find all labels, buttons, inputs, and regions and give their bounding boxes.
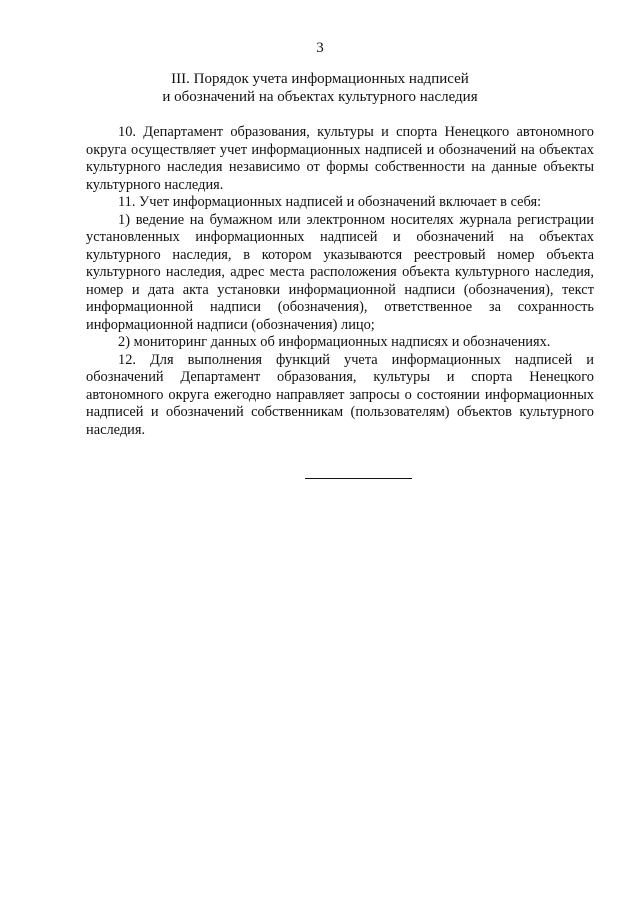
section-title — [60, 70, 580, 106]
paragraph-12: 12. Для выполнения функций учета информационных надписей и обозначений Департамент образования, культуры и спорта Ненецкого автономного округа ежегодно направляет запросы о состоянии информационных надписей и обозначений собственникам (пользователям) объектов культурного наследия. — [86, 351, 594, 438]
paragraph-10: 10. Департамент образования, культуры и спорта Ненецкого автономного округа осуществляет учет информационных надписей и обозначений на объектах культурного наследия независимо от формы собственности на данные объекты культурного наследия. — [86, 124, 594, 193]
section-title-line-2: и обозначений на объектах культурного наследия — [162, 89, 478, 105]
end-separator-line — [305, 478, 412, 479]
paragraph-11: 11. Учет информационных надписей и обозначений включает в себя: — [118, 194, 542, 210]
document-body — [86, 124, 594, 439]
paragraph-11-item-1: 1) ведение на бумажном или электронном носителях журнала регистрации установленных информационных надписей и обозначений на объектах культурного наследия, в котором указываются реестровый номер объекта культурного наследия, адрес места расположения объекта культурного наследия, номер и дата акта установки информационной надписи (обозначения), текст информационной надписи (обозначения), ответственное за сохранность информационной надписи (обозначения) лицо; — [86, 211, 594, 333]
paragraph-11-item-2: 2) мониторинг данных об информационных надписях и обозначениях. — [118, 334, 551, 350]
page-number: 3 — [316, 40, 324, 56]
section-title-line-1: III. Порядок учета информационных надписей — [171, 71, 469, 87]
